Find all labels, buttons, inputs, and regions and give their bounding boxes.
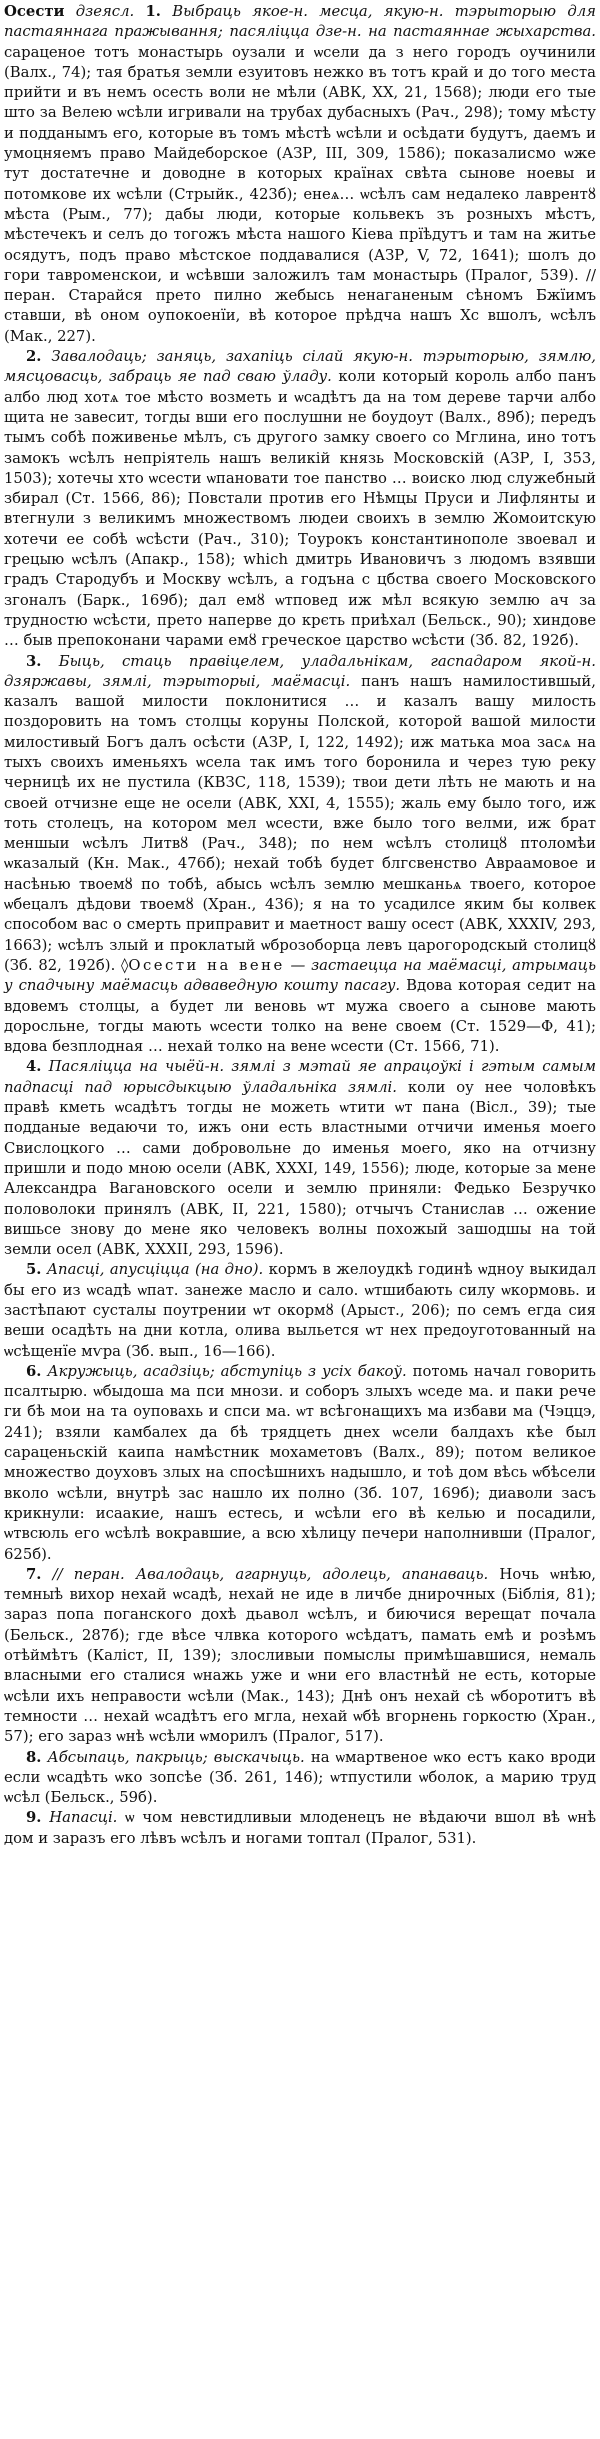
- sense-paragraph: [4, 1808, 596, 1849]
- sense-definition: Быць, стаць правіцелем, уладальнікам, гаспадаром якой-н. дзяржавы, зямлі, тэрыторыі, маёмасці.: [4, 652, 596, 690]
- sense-citations: кормъ в желоудкѣ годинѣ ѡдноу выкидал бы его из ѡсадѣ ѡпат. занеже масло и сало. ѡтшибають силу ѡкормовь. и застѣпают сусталы поутрении ѡт окормȣ (Арыст., 206); по семъ егда сия веши осадѣть на дни котла, олива выльется ѡт нех предоуготованный на ѡсѣщенїе мѵра (Зб. вып., 16—166).: [4, 1261, 596, 1360]
- sense-number: 1.: [145, 3, 161, 20]
- sense-citations: на ѡмартвеное ѡко естъ како вроди если ѡсадѣть ѡко зопсѣе (Зб. 261, 146); ѡтпустили ѡболок, а марию труд ѡсѣл (Бельск., 59б).: [4, 1748, 596, 1807]
- sense-citations: потомь начал говорить псалтырю. ѡбыдоша ма пси мнози. и соборъ злыхъ ѡседе ма. и паки рече ги бѣ мои на та оуповахь и спси ма. ѡт всѣгонащихъ ма избави ма (Чэццэ, 241); взяли камбалех да бѣ трядцеть днех ѡсели балдахъ кѣе был сараценьскій каипа намѣстник мохаметовъ (Валх., 89); потом великое множество доуховъ злых на спосѣшнихъ надышло, и тоѣ дом вѣсь ѡбѣсели вколо ѡсѣли, внутрѣ зас нашло их полно (Зб. 107, 169б); диаволи засъ крикнули: исаакие, нашъ естесь, и ѡсѣли его вѣ келью и посадили, ѡтвсюль его ѡсѣлѣ вокравшие, а всю хѣлицу печери наполнивши (Пралог, 625б).: [4, 1362, 596, 1563]
- sense-number: 7.: [26, 1565, 42, 1583]
- grammar-label: дзеясл.: [75, 3, 135, 20]
- sense-number: 8.: [26, 1748, 42, 1766]
- entry-sense-9: [4, 1808, 596, 1849]
- sense-citations: коли оу нее чоловѣкъ правѣ кметь ѡсадѣтъ тогды не можеть ѡтити ѡт пана (Вісл., 39); тые подданые ведаючи то, ижъ они есть властными отчичи именья моего Свислоцкого … сами добровольне до именья моего, яко на отчизну пришли и подо мною осели (АВК, XXXI, 149, 1556); люде, которые за мене Александра Вагановского осели и землю приняли: Федько Безручко половолоки принялъ (АВК, II, 221, 1580); отчычъ Станислав … ожение вишьсе знову до мене яко человекъ волны похожый зашодшы на той земли осел (АВК, XXXII, 293, 1596).: [4, 1078, 596, 1259]
- sense-number: 5.: [26, 1261, 42, 1279]
- sense-definition: Апасці, апусціцца (на дно).: [46, 1261, 264, 1279]
- sense-definition: // перан. Авалодаць, агарнуць, адолець, апанаваць.: [52, 1565, 489, 1583]
- phrase-citations: Вдова которая седит на вдовемъ столцы, а будет ли веновь ѡт мужа своего а сынове мають доросльне, тогды мають ѡсести толко на вене своем (Ст. 1529—Ф, 41); вдова безплодная … нехай толко на вене ѡсести (Ст. 1566, 71).: [4, 977, 596, 1056]
- sense-citations: сараценое тотъ монастырь оузали и ѡсели да з него городъ оучинили (Валх., 74); тая братья земли езуитовъ нежко въ тотъ край и до того места прийти и въ немъ осесть воли не мѣли (АВК, XX, 21, 1568); люди его тые што за Велею ѡсѣли игривали на трубах дубасныхъ (Рач., 298); тому мѣсту и подданымъ его, которые въ томъ мѣстѣ ѡсѣли и осѣдати будутъ, даемъ и умоцняемъ право Майдеборское (АЗР, III, 309, 1586); показалисмо ѡже тут достатечне и доводне в которых країнах свѣта сынове ноевы и потомкове их ѡсѣли (Стрыйк., 423б); енеѧ… ѡсѣлъ сам недалеко лаврентȣ мѣста (Рым., 77); дабы люди, которые кольвекъ зъ розныхъ мѣстъ, мѣстечекъ и селъ до тогожъ мѣста нашого Кіева прїѣдутъ и там на житье осядутъ, подъ право мѣстское поддавалися (АЗР, V, 72, 1641); шолъ до гори тавроменскои, и ѡсѣвши заложилъ там монастырь (Пралог, 539).: [4, 43, 596, 284]
- sense-number: 4.: [26, 1058, 42, 1076]
- sense-definition: Абсыпаць, пакрыць; выскачыць.: [47, 1748, 305, 1766]
- sense-citations: ѡ чом невстидливыи млоденецъ не вѣдаючи вшол вѣ ѡнѣ дом и заразъ его лѣвъ ѡсѣлъ и ногами топтал (Пралог, 531).: [4, 1809, 596, 1847]
- sense-paragraph: [4, 1260, 596, 1361]
- sense-citations: панъ нашъ намилостившый, казалъ вашой милости поклонитися … и казалъ вашу милость поздоровить на томъ столцы коруны Полской, которой вашой милости милостивый Богъ далъ осѣсти (АЗР, I, 122, 1492); иж матька моа засѧ на тыхъ своихъ именьяхъ ѡсела так имъ того боронила и через тую реку черницѣ их не пустила (КВЗС, 118, 1539); твои дети лѣть не мають и на своей отчизне еще не осели (АВК, XXI, 4, 1555); жаль ему было того, иж тоть столецъ, на котором мел ѡсести, вже было того велми, иж брат меншыи ѡсѣлъ Литвȣ (Рач., 348); по нем ѡсѣлъ столицȣ птоломѣи ѡказалый (Кн. Мак., 476б); нехай тобѣ будет блгсвенство Авраамовое и насѣнью твоемȣ по тобѣ, абысь ѡсѣлъ землю мешканьѧ твоего, которое ѡбецалъ дѣдови твоемȣ (Хран., 436); я на то усадилсе яким бы колвек способом вас о смерть приправит и маетност вашу осест (АВК, XXXIV, 293, 1663); ѡсѣлъ злый и проклатый ѡброзоборца левъ царогородскый столицȣ (Зб. 82, 192б).: [4, 672, 596, 974]
- sense-definition: Акружыць, асадзіць; абступіць з усіх бакоў.: [47, 1362, 407, 1380]
- sense-definition: Напасці.: [49, 1809, 118, 1827]
- entry-sense-4: [4, 1057, 596, 1260]
- phrase-headword: Осести на вене: [128, 956, 285, 974]
- headword: Осести: [4, 3, 65, 20]
- sense-paragraph: [4, 347, 596, 651]
- entry-sense-3: [4, 652, 596, 1058]
- entry-sense-2: [4, 347, 596, 651]
- entry-sense-7: [4, 1565, 596, 1748]
- sense-paragraph: [4, 1057, 596, 1260]
- entry-sense-6: [4, 1362, 596, 1565]
- diamond-icon: ◊: [121, 956, 129, 974]
- entry-sense-8: [4, 1748, 596, 1809]
- sense-definition: Выбраць якое-н. месца, якую-н. тэрыторыю для пастаяннага пражывання; пасяліцца дзе-н. на пастаяннае жыхарства.: [4, 3, 596, 41]
- sense-paragraph: [4, 1748, 596, 1809]
- phrase-definition: — застаецца на маёмасці, атрымаць у спадчыну маёмасць адваведную кошту пасагу.: [4, 956, 596, 995]
- sense-number: 9.: [26, 1809, 42, 1827]
- sense-citations: коли который король албо панъ албо люд хотѧ тое мѣсто возметь и ѡсадѣтъ да на том дереве тарчи албо щита не завесит, тогды вши его послушни не боудоут (Валх., 89б); передъ тымъ собѣ поживенье мѣлъ, съ другого замку своего со Мглина, ино тотъ замокъ ѡсѣлъ непріятель нашъ великій князь Московскій (АЗР, I, 353, 1503); хотечы хто ѡсести ѡпановати тое панство … воиско люд служебный збирал (Ст. 1566, 86); Повстали против его Нѣмцы Пруси и Лифлянты и втегнули з великимъ множествомъ людеи своихъ в землю Жомоитскую хотечи ее собѣ ѡсѣсти (Рач., 310); Тоурокъ константинополе звоевал и грецыю ѡсѣлъ (Апакр., 158); which дмитрь Ивановичъ з людомъ взявши градъ Стародубъ и Москву ѡсѣлъ, а годъна с цбства своего Московского згоналъ (Барк., 169б); дал емȣ ѡтповед иж мѣл всякую землю ач за трудностю ѡсѣсти, прето наперве до крєть приѣхал (Бельск., 90); хиндове … быв препоконани чарами емȣ греческое царство ѡсѣсти (Зб. 82, 192б).: [4, 368, 596, 650]
- sense-number: 2.: [26, 348, 42, 366]
- sense-paragraph: [4, 2, 596, 347]
- sub-sense-marker: //: [586, 266, 596, 284]
- sub-sense-citation: перан. Старайся прето пилно жебысь ненаганеным сѣномъ Бжїимъ ставши, вѣ оном оупокоенїи, вѣ которое прѣдча нашъ Хс вшолъ, ѡсѣлъ (Мак., 227).: [4, 287, 596, 345]
- sense-number: 3.: [26, 652, 42, 670]
- sense-definition: Завалодаць; заняць, захапіць сілай якую-н. тэрыторыю, зямлю, мясцовасць, забраць яе пад сваю ўладу.: [4, 348, 596, 386]
- sense-paragraph: [4, 652, 596, 1058]
- entry-sense-1: [4, 2, 596, 347]
- sense-paragraph: [4, 1362, 596, 1565]
- sense-citations: Ночь ѡнѣю, темныѣ вихор нехай ѡсадѣ, нехай не иде в личбе днирочных (Біблія, 81); зараз попа поганского дохѣ дьавол ѡсѣлъ, и биючися верещат почала (Бельск., 287б); где вѣсе члвка которого ѡсѣдатъ, памать емѣ и розѣмъ отѣймѣтъ (Каліст, II, 139); злосливыи помыслы примѣшавшися, немаль власными его сталися ѡнажь уже и ѡни его властнѣй не есть, которые ѡсѣли ихъ неправости ѡсѣли (Мак., 143); Днѣ онъ нехай сѣ ѡборотитъ вѣ темности … нехай ѡсадѣтъ его мгла, нехай ѡбѣ вгорнень горкостю (Хран., 57); его зараз ѡнѣ ѡсѣли ѡморилъ (Пралог, 517).: [4, 1565, 596, 1746]
- entry-sense-5: [4, 1260, 596, 1361]
- sense-definition: Пасяліцца на чыёй-н. зямлі з мэтай яе апрацоўкі і гэтым самым падпасці пад юрысдыкцыю ўладальніка зямлі.: [4, 1058, 596, 1096]
- sense-paragraph: [4, 1565, 596, 1748]
- sense-number: 6.: [26, 1362, 42, 1380]
